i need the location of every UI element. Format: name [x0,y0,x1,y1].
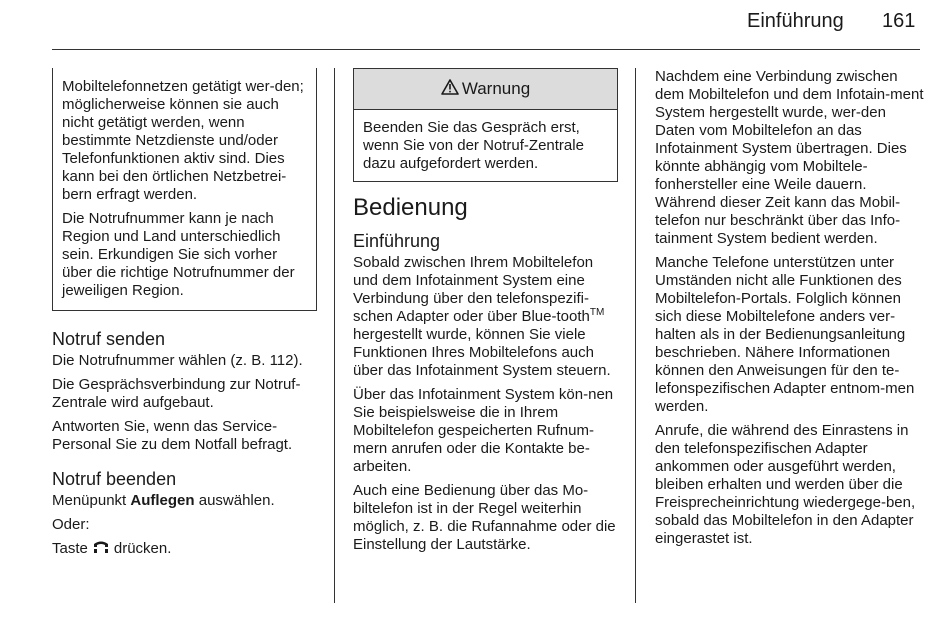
page-header [0,0,950,52]
or-label: Oder: [52,516,90,533]
paragraph: Die Gesprächsverbindung zur Notruf-Zentrale wird aufgebaut. [52,376,301,411]
paragraph-text: Sobald zwischen Ihrem Mobiltelefon und dem Infotainment System eine Verbindung über den telefonspezifi-schen Adapter oder über Blue-tooth [353,254,594,325]
chapter-title: Einführung [747,10,844,32]
step-text: auswählen. [194,492,275,509]
step-text: drücken. [113,540,172,557]
section-heading: Bedienung [353,194,468,221]
notice-paragraph: Mobiltelefonnetzen getätigt wer-den; möglicherweise können sie auch nicht getätigt werden, wenn bestimmte Netzdienste und/oder Telefonfunktionen aktiv sind. Dies kann bei den örtlichen Netzbetrei-bern erfragt werden. [62,78,304,203]
paragraph: Anrufe, die während des Einrastens in den telefonspezifischen Adapter ankommen oder ausgeführt werden, bleiben erhalten und werden über die Freisprecheinrichtung wiedergege-ben, sobald das Mobiltelefon in den Adapter eingerastet ist. [655,422,916,547]
warning-header [354,69,617,110]
warning-title: Warnung [461,79,531,98]
trademark-superscript: TM [589,307,605,318]
column-divider [334,68,335,603]
paragraph-text: hergestellt wurde, können Sie viele Funktionen Ihres Mobiltelefons auch über das Infotainment System steuern. [353,326,611,379]
column-left [52,68,317,565]
step-text: Menüpunkt [52,492,131,509]
notice-box [52,68,317,311]
header-rule [52,49,920,50]
paragraph: Nachdem eine Verbindung zwischen dem Mobiltelefon und dem Infotain-ment System hergestellt wurde, wer-den Daten vom Mobiltelefon an das Infotainment System übertragen. Dies könnte abhängig vom Mobiltele-fonhersteller eine Weile dauern. Während dieser Zeit kann das Mobil-telefon nur beschränkt über das Info-tainment System bedient werden. [655,68,924,247]
paragraph: Manche Telefone unterstützen unter Umständen nicht alle Funktionen des Mobiltelefon-Portals. Folglich können sich diese Mobiltelefone anders ver-halten als in der Bedienungsanleitung beschrieben. Nähere Informationen können den Anweisungen für den te-lefonspezifischen Adapter entnom-men werden. [655,254,915,415]
instruction-step [52,540,317,559]
notice-paragraph: Die Notrufnummer kann je nach Region und Land unterschiedlich sein. Erkundigen Sie sich vorher über die richtige Notrufnummer der jeweiligen Region. [62,210,295,299]
heading-notruf-beenden: Notruf beenden [52,469,177,489]
paragraph: Antworten Sie, wenn das Service-Personal Sie zu dem Notfall befragt. [52,418,293,453]
instruction-step [52,492,317,510]
heading-notruf-senden: Notruf senden [52,329,166,349]
subsection-heading: Einführung [353,231,441,251]
menu-item-name: Auflegen [130,492,195,509]
warning-text: Beenden Sie das Gespräch erst, wenn Sie von der Notruf-Zentrale dazu aufgefordert werden. [363,119,584,172]
paragraph: Auch eine Bedienung über das Mo-biltelefon ist in der Regel weiterhin möglich, z. B. die Rufannahme oder die Einstellung der Lautstärke. [353,482,616,553]
column-right [655,68,925,554]
column-middle [353,68,618,560]
paragraph: Die Notrufnummer wählen (z. B. 112). [52,352,303,369]
column-divider [635,68,636,603]
warning-triangle-icon [441,79,462,99]
step-text: Taste [52,540,88,557]
phone-hangup-icon [92,540,110,559]
warning-box [353,68,618,182]
paragraph: Über das Infotainment System kön-nen Sie beispielsweise die in Ihrem Mobiltelefon gespeicherten Rufnum-mern anrufen oder die Kontakte be-arbeiten. [353,386,614,475]
page-number: 161 [882,10,916,32]
paragraph [353,254,618,380]
